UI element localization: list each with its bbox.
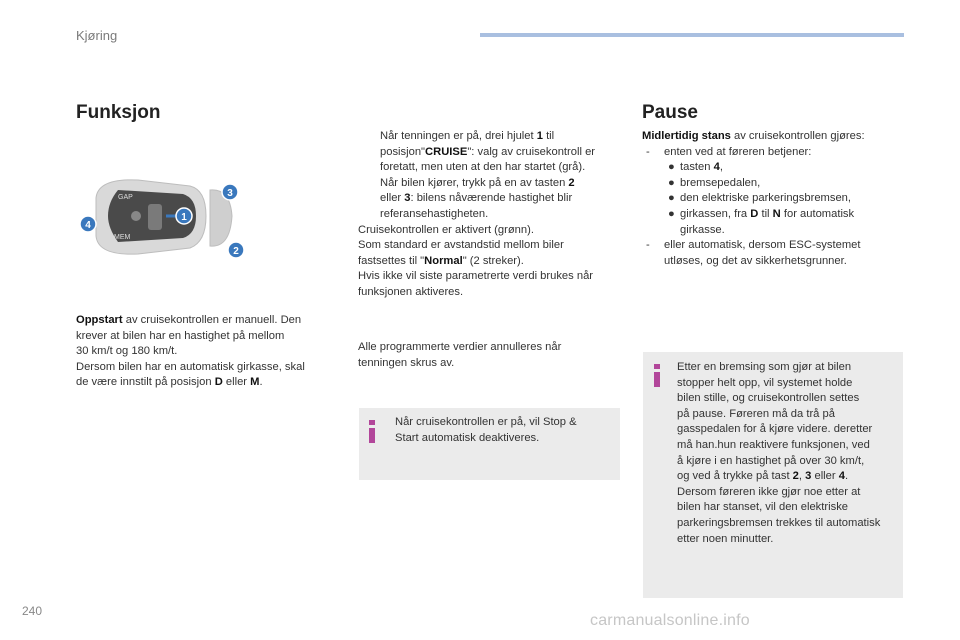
pause-text: Midlertidig stans av cruisekontrollen gjøres: - enten ved at føreren betjener: ● tasten 4, ● bremsepedalen, ● den elektriske parkeringsbremsen, ● girkassen, fra D til N for automatisk girkasse. - eller automatisk, dersom ESC-systemet utløses, og det av sikkerhetsgrunner. <box>642 129 912 269</box>
svg-text:4: 4 <box>85 220 91 231</box>
badge-2 <box>228 242 244 258</box>
page-number: 240 <box>22 604 43 618</box>
stop-start-info-box: Når cruisekontrollen er på, vil Stop & Start automatisk deaktiveres. <box>359 408 620 480</box>
badge-4 <box>80 216 96 232</box>
pause-item-brake: ● bremsepedalen, <box>668 176 761 189</box>
middle-instructions: Når tenningen er på, drei hjulet 1 til posisjon"CRUISE": valg av cruisekontroll er foretatt, men uten at den har startet (grå). Når bilen kjører, trykk på en av tasten 2 eller 3: bilens nåværende hastighet blir referansehastigheten. Cruisekontrollen er aktivert (grønn). Som standard er avstandstid mellom biler fastsettes til "Normal" (2 streker). Hvis ikke vil siste parametrerte verdi brukes når funksjonen aktiveres. <box>358 129 628 301</box>
pause-heading: Pause <box>642 102 698 123</box>
section-label: Kjøring <box>76 28 118 43</box>
instruction-step-1: Når tenningen er på, drei hjulet 1 til posisjon"CRUISE": valg av cruisekontroll er foretatt, men uten at den har startet (grå). <box>380 130 596 174</box>
steering-control-illustration <box>78 168 258 268</box>
gap-label: GAP <box>118 194 133 201</box>
pause-item-parking-brake: ● den elektriske parkeringsbremsen, <box>668 192 852 205</box>
reset-note: Alle programmerte verdier annulleres når tenningen skrus av. <box>358 341 562 369</box>
mem-label: MEM <box>114 234 131 241</box>
pause-item-key: ● tasten 4, <box>668 161 723 174</box>
pause-item-gearbox: ● girkassen, fra D til N for automatisk girkasse. <box>668 207 855 236</box>
badge-3 <box>222 184 238 200</box>
svg-text:1: 1 <box>181 212 187 223</box>
watermark: carmanualsonline.info <box>590 612 750 629</box>
funksjon-heading: Funksjon <box>76 102 161 123</box>
instruction-step-2: Når bilen kjører, trykk på en av tasten 2 eller 3: bilens nåværende hastighet blir referansehastigheten. <box>380 176 575 220</box>
brake-pause-info-box: Etter en bremsing som gjør at bilen stopper helt opp, vil systemet holde bilen stille, og cruisekontrollen settes på pause. Føreren må da trå på gasspedalen for å kjøre videre. deretter må han.hun reaktivere funksjonen, ved å kjøre i en hastighet på over 30 km/t, og ved å trykke på tast 2, 3 eller 4. Dersom føreren ikke gjør noe etter at bilen har stanset, vil den elektriske parkeringsbremsen trekkes til automatisk etter noen minutter. <box>643 352 903 598</box>
svg-text:3: 3 <box>227 188 233 199</box>
oppstart-paragraph: Oppstart av cruisekontrollen er manuell. Den krever at bilen har en hastighet på mellom 30 km/t og 180 km/t. Dersom bilen har en automatisk girkasse, skal de være innstilt på posisjon D eller M. <box>76 314 305 389</box>
badge-1 <box>176 208 192 224</box>
header-bar <box>480 33 904 37</box>
svg-text:2: 2 <box>233 246 239 257</box>
